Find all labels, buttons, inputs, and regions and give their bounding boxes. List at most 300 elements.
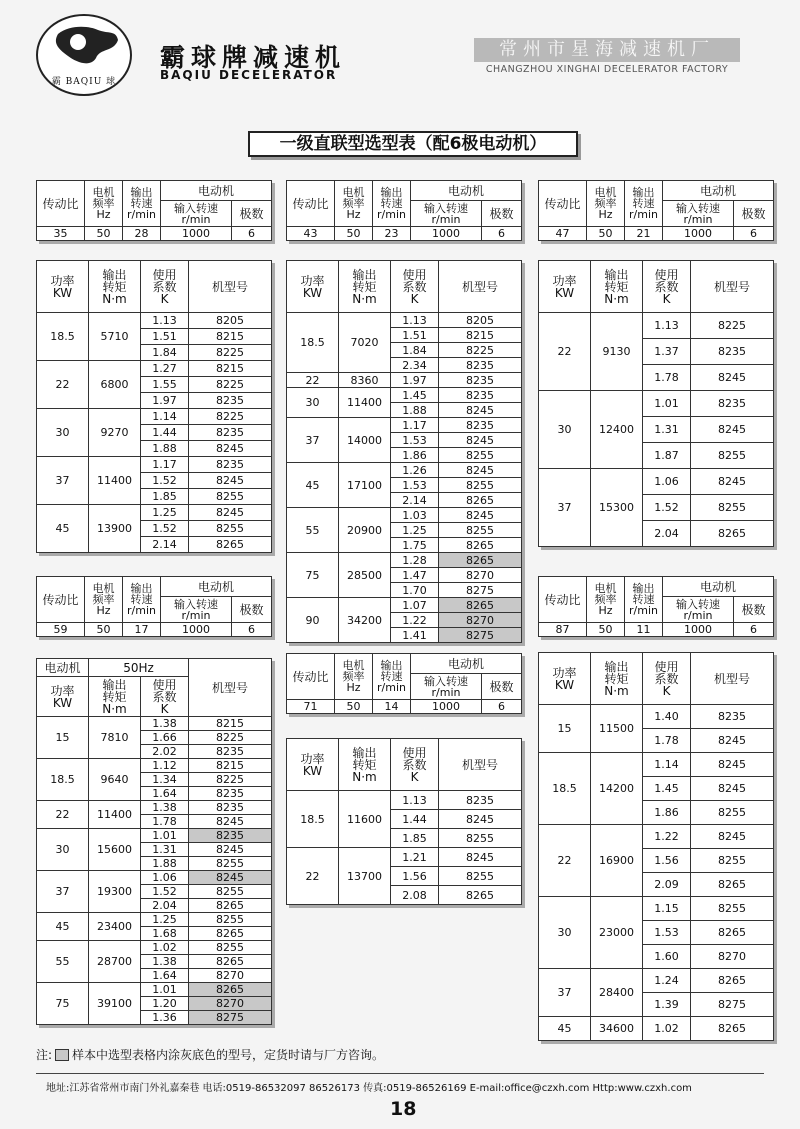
spec-poles-cell: 6 — [482, 227, 522, 241]
factor-cell: 2.14 — [391, 493, 439, 508]
model-cell: 8215 — [189, 329, 272, 345]
factor-cell: 1.47 — [391, 568, 439, 583]
torque-cell: 15300 — [591, 469, 643, 547]
spec-table-71 — [286, 653, 522, 714]
factor-cell: 1.12 — [141, 759, 189, 773]
factor-cell: 1.88 — [391, 403, 439, 418]
model-cell: 8215 — [189, 361, 272, 377]
ratio-header: 传动比 — [287, 181, 335, 227]
factor-cell: 1.97 — [391, 373, 439, 388]
model-cell: 8245 — [691, 417, 774, 443]
power-cell: 30 — [37, 829, 89, 871]
factor-cell: 1.24 — [643, 969, 691, 993]
motor-label: 电动机 — [37, 659, 89, 677]
spec-in_speed-cell: 1000 — [663, 227, 734, 241]
poles-header: 极数 — [734, 597, 774, 623]
power-cell: 37 — [539, 969, 591, 1017]
model-cell: 8245 — [691, 777, 774, 801]
power-header: 功率 KW — [287, 261, 339, 313]
model-cell: 8235 — [189, 425, 272, 441]
logo-text: 霸 BAQIU 球 — [51, 77, 117, 87]
factor-cell: 2.02 — [141, 745, 189, 759]
model-header: 机型号 — [439, 739, 522, 791]
model-cell: 8265 — [691, 1017, 774, 1041]
model-table — [36, 658, 272, 1025]
factor-cell: 1.14 — [141, 409, 189, 425]
torque-cell: 11600 — [339, 791, 391, 848]
model-cell: 8245 — [691, 825, 774, 849]
page-number: 18 — [390, 1098, 417, 1120]
ratio-header: 传动比 — [37, 577, 85, 623]
brand-name: 霸球牌减速机 — [160, 43, 347, 72]
model-cell: 8245 — [189, 441, 272, 457]
spec-freq-cell: 50 — [587, 227, 625, 241]
factor-cell: 1.25 — [141, 505, 189, 521]
factory-name-en: CHANGZHOU XINGHAI DECELERATOR FACTORY — [485, 64, 729, 75]
footer-divider — [36, 1073, 764, 1074]
power-cell: 55 — [37, 941, 89, 983]
torque-cell: 11400 — [89, 801, 141, 829]
factor-cell: 1.31 — [643, 417, 691, 443]
factor-cell: 1.88 — [141, 441, 189, 457]
model-cell: 8265 — [189, 955, 272, 969]
model-cell: 8225 — [189, 731, 272, 745]
freq-header: 电机 频率 Hz — [587, 181, 625, 227]
factor-header: 使用 系数 K — [643, 261, 691, 313]
motor-header: 电动机 — [663, 577, 774, 597]
table-row — [37, 759, 272, 773]
model-cell: 8255 — [691, 801, 774, 825]
factor-cell: 1.17 — [391, 418, 439, 433]
model-cell: 8205 — [439, 313, 522, 328]
table-row — [37, 409, 272, 425]
torque-cell: 34200 — [339, 598, 391, 643]
torque-header: 输出 转矩 N·m — [591, 261, 643, 313]
spec-in_speed-cell: 1000 — [161, 227, 232, 241]
freq-header: 电机 频率 Hz — [85, 577, 123, 623]
spec-poles-cell: 6 — [734, 227, 774, 241]
model-cell: 8255 — [439, 448, 522, 463]
model-cell: 8205 — [189, 313, 272, 329]
factor-cell: 1.01 — [643, 391, 691, 417]
factor-cell: 1.86 — [643, 801, 691, 825]
speed-header: 输出 转速 r/min — [123, 577, 161, 623]
model-cell: 8235 — [439, 418, 522, 433]
freq-header: 电机 频率 Hz — [335, 654, 373, 700]
factor-cell: 1.13 — [643, 313, 691, 339]
poles-header: 极数 — [232, 597, 272, 623]
model-cell: 8270 — [439, 613, 522, 628]
spec-poles-cell: 6 — [232, 227, 272, 241]
footnote — [36, 1046, 384, 1063]
model-header: 机型号 — [189, 659, 272, 717]
poles-header: 极数 — [734, 201, 774, 227]
factor-cell: 1.87 — [643, 443, 691, 469]
model-cell: 8265 — [189, 537, 272, 553]
factor-cell: 1.66 — [141, 731, 189, 745]
model-cell: 8245 — [439, 463, 522, 478]
table-row — [539, 1017, 774, 1041]
spec-speed-cell: 17 — [123, 623, 161, 637]
power-cell: 45 — [37, 505, 89, 553]
model-cell: 8245 — [439, 403, 522, 418]
model-cell: 8245 — [189, 815, 272, 829]
factor-cell: 1.25 — [141, 913, 189, 927]
factor-cell: 1.07 — [391, 598, 439, 613]
torque-cell: 11500 — [591, 705, 643, 753]
factor-cell: 1.60 — [643, 945, 691, 969]
spec-speed-cell: 23 — [373, 227, 411, 241]
power-cell: 22 — [539, 313, 591, 391]
spec-speed-cell: 11 — [625, 623, 663, 637]
model-table — [286, 738, 522, 905]
model-cell: 8235 — [439, 388, 522, 403]
power-cell: 15 — [539, 705, 591, 753]
factor-cell: 1.02 — [643, 1017, 691, 1041]
torque-cell: 12400 — [591, 391, 643, 469]
model-cell: 8255 — [189, 913, 272, 927]
poles-header: 极数 — [482, 201, 522, 227]
factor-cell: 1.78 — [643, 729, 691, 753]
table-row — [37, 983, 272, 997]
power-cell: 30 — [37, 409, 89, 457]
power-cell: 30 — [287, 388, 339, 418]
power-cell: 22 — [287, 373, 339, 388]
model-cell: 8265 — [439, 598, 522, 613]
model-header: 机型号 — [439, 261, 522, 313]
power-cell: 22 — [37, 361, 89, 409]
torque-cell: 7810 — [89, 717, 141, 759]
model-table — [286, 260, 522, 643]
model-table — [538, 652, 774, 1041]
model-cell: 8245 — [691, 365, 774, 391]
factor-cell: 1.64 — [141, 787, 189, 801]
spec-table-35 — [36, 180, 272, 241]
model-cell: 8255 — [189, 941, 272, 955]
spec-freq-cell: 50 — [587, 623, 625, 637]
power-cell: 22 — [539, 825, 591, 897]
model-cell: 8235 — [691, 339, 774, 365]
model-cell: 8265 — [439, 886, 522, 905]
factor-cell: 1.56 — [391, 867, 439, 886]
model-cell: 8255 — [691, 495, 774, 521]
factor-cell: 1.28 — [391, 553, 439, 568]
company-logo — [36, 14, 132, 96]
factor-cell: 1.56 — [643, 849, 691, 873]
model-cell: 8245 — [439, 810, 522, 829]
torque-header: 输出 转矩 N·m — [89, 677, 141, 717]
torque-header: 输出 转矩 N·m — [339, 261, 391, 313]
model-table — [538, 260, 774, 547]
factor-cell: 1.52 — [141, 473, 189, 489]
model-cell: 8225 — [691, 313, 774, 339]
factor-cell: 1.14 — [643, 753, 691, 777]
factor-cell: 1.26 — [391, 463, 439, 478]
ratio-header: 传动比 — [539, 181, 587, 227]
factor-cell: 1.97 — [141, 393, 189, 409]
torque-header: 输出 转矩 N·m — [339, 739, 391, 791]
power-cell: 18.5 — [37, 313, 89, 361]
model-cell: 8245 — [189, 505, 272, 521]
factor-cell: 1.45 — [391, 388, 439, 403]
model-cell: 8265 — [691, 521, 774, 547]
factor-cell: 1.39 — [643, 993, 691, 1017]
speed-header: 输出 转速 r/min — [123, 181, 161, 227]
model-cell: 8235 — [189, 801, 272, 815]
factor-cell: 1.52 — [141, 521, 189, 537]
spec-speed-cell: 21 — [625, 227, 663, 241]
model-cell: 8270 — [691, 945, 774, 969]
input-speed-header: 输入转速 r/min — [663, 597, 734, 623]
torque-cell: 23400 — [89, 913, 141, 941]
model-cell: 8265 — [691, 969, 774, 993]
factor-cell: 1.53 — [643, 921, 691, 945]
brand-name-en: BAQIU DECELERATOR — [160, 68, 338, 82]
input-speed-header: 输入转速 r/min — [161, 597, 232, 623]
model-cell: 8255 — [691, 443, 774, 469]
factory-name: 常州市星海减速机厂 — [474, 38, 740, 62]
model-cell: 8235 — [189, 457, 272, 473]
torque-cell: 9270 — [89, 409, 141, 457]
model-cell: 8245 — [439, 508, 522, 523]
freq-header: 电机 频率 Hz — [335, 181, 373, 227]
table-row — [37, 913, 272, 927]
model-cell: 8235 — [439, 358, 522, 373]
table-row — [287, 508, 522, 523]
freq-header: 电机 频率 Hz — [85, 181, 123, 227]
factor-cell: 1.84 — [391, 343, 439, 358]
factor-cell: 1.36 — [141, 1011, 189, 1025]
model-cell: 8275 — [691, 993, 774, 1017]
spec-freq-cell: 50 — [335, 227, 373, 241]
model-cell: 8225 — [439, 343, 522, 358]
factor-cell: 1.34 — [141, 773, 189, 787]
spec-table-59 — [36, 576, 272, 637]
factor-header: 使用 系数 K — [141, 677, 189, 717]
model-cell: 8275 — [189, 1011, 272, 1025]
spec-table-47 — [538, 180, 774, 241]
table-row — [37, 313, 272, 329]
gray-swatch — [55, 1049, 69, 1061]
power-header: 功率 KW — [539, 261, 591, 313]
model-cell: 8245 — [189, 473, 272, 489]
factor-cell: 1.21 — [391, 848, 439, 867]
spec-in_speed-cell: 1000 — [663, 623, 734, 637]
factor-cell: 1.38 — [141, 717, 189, 731]
power-cell: 45 — [37, 913, 89, 941]
spec-in_speed-cell: 1000 — [411, 700, 482, 714]
torque-cell: 13700 — [339, 848, 391, 905]
factor-cell: 1.13 — [391, 313, 439, 328]
factor-header: 使用 系数 K — [391, 739, 439, 791]
model-cell: 8245 — [439, 433, 522, 448]
model-cell: 8255 — [439, 523, 522, 538]
table-row — [539, 313, 774, 339]
model-cell: 8265 — [691, 921, 774, 945]
model-cell: 8245 — [439, 848, 522, 867]
model-cell: 8255 — [189, 521, 272, 537]
model-cell: 8235 — [189, 829, 272, 843]
table-row — [539, 825, 774, 849]
model-cell: 8245 — [691, 469, 774, 495]
table-row — [287, 848, 522, 867]
model-cell: 8265 — [439, 538, 522, 553]
factor-cell: 1.31 — [141, 843, 189, 857]
torque-header: 输出 转矩 N·m — [591, 653, 643, 705]
model-cell: 8245 — [691, 729, 774, 753]
input-speed-header: 输入转速 r/min — [663, 201, 734, 227]
model-cell: 8270 — [439, 568, 522, 583]
torque-cell: 34600 — [591, 1017, 643, 1041]
factor-cell: 1.15 — [643, 897, 691, 921]
torque-cell: 13900 — [89, 505, 141, 553]
spec-ratio-cell: 59 — [37, 623, 85, 637]
power-cell: 37 — [287, 418, 339, 463]
power-cell: 45 — [539, 1017, 591, 1041]
model-cell: 8255 — [691, 897, 774, 921]
factor-cell: 1.06 — [643, 469, 691, 495]
model-cell: 8225 — [189, 409, 272, 425]
speed-header: 输出 转速 r/min — [625, 181, 663, 227]
table-row — [37, 717, 272, 731]
torque-cell: 39100 — [89, 983, 141, 1025]
power-cell: 75 — [287, 553, 339, 598]
speed-header: 输出 转速 r/min — [373, 181, 411, 227]
power-header: 功率 KW — [37, 677, 89, 717]
factor-cell: 1.68 — [141, 927, 189, 941]
power-cell: 18.5 — [287, 791, 339, 848]
factor-cell: 2.09 — [643, 873, 691, 897]
motor-header: 电动机 — [161, 577, 272, 597]
spec-freq-cell: 50 — [85, 227, 123, 241]
factor-header: 使用 系数 K — [643, 653, 691, 705]
torque-cell: 28700 — [89, 941, 141, 983]
power-cell: 90 — [287, 598, 339, 643]
spec-freq-cell: 50 — [335, 700, 373, 714]
table-row — [539, 969, 774, 993]
model-cell: 8235 — [691, 391, 774, 417]
model-cell: 8255 — [439, 478, 522, 493]
spec-poles-cell: 6 — [232, 623, 272, 637]
factor-cell: 1.13 — [391, 791, 439, 810]
spec-poles-cell: 6 — [482, 700, 522, 714]
power-cell: 37 — [37, 457, 89, 505]
factor-cell: 1.38 — [141, 801, 189, 815]
table-row — [37, 871, 272, 885]
spec-poles-cell: 6 — [734, 623, 774, 637]
spec-freq-cell: 50 — [85, 623, 123, 637]
factor-cell: 2.04 — [141, 899, 189, 913]
factor-cell: 1.51 — [141, 329, 189, 345]
torque-cell: 17100 — [339, 463, 391, 508]
model-cell: 8255 — [439, 829, 522, 848]
table-row — [287, 553, 522, 568]
model-header: 机型号 — [691, 653, 774, 705]
model-cell: 8235 — [189, 787, 272, 801]
factor-cell: 2.34 — [391, 358, 439, 373]
factor-cell: 1.51 — [391, 328, 439, 343]
spec-ratio-cell: 71 — [287, 700, 335, 714]
table-row — [287, 388, 522, 403]
spec-ratio-cell: 47 — [539, 227, 587, 241]
freq-label: 50Hz — [89, 659, 189, 677]
factor-cell: 1.41 — [391, 628, 439, 643]
poles-header: 极数 — [232, 201, 272, 227]
factor-header: 使用 系数 K — [141, 261, 189, 313]
factor-cell: 1.01 — [141, 983, 189, 997]
model-cell: 8265 — [691, 873, 774, 897]
factor-cell: 1.85 — [141, 489, 189, 505]
freq-header: 电机 频率 Hz — [587, 577, 625, 623]
factor-cell: 1.06 — [141, 871, 189, 885]
torque-cell: 23000 — [591, 897, 643, 969]
model-cell: 8265 — [439, 553, 522, 568]
model-cell: 8255 — [189, 885, 272, 899]
factor-cell: 1.44 — [141, 425, 189, 441]
factor-cell: 1.52 — [643, 495, 691, 521]
table-row — [539, 469, 774, 495]
factor-cell: 1.53 — [391, 433, 439, 448]
model-cell: 8235 — [189, 393, 272, 409]
spec-ratio-cell: 35 — [37, 227, 85, 241]
input-speed-header: 输入转速 r/min — [161, 201, 232, 227]
factor-header: 使用 系数 K — [391, 261, 439, 313]
power-cell: 30 — [539, 391, 591, 469]
ratio-header: 传动比 — [287, 654, 335, 700]
model-cell: 8245 — [691, 753, 774, 777]
table-row — [287, 598, 522, 613]
factor-cell: 1.85 — [391, 829, 439, 848]
power-cell: 45 — [287, 463, 339, 508]
model-cell: 8270 — [189, 997, 272, 1011]
factor-cell: 1.55 — [141, 377, 189, 393]
model-cell: 8215 — [439, 328, 522, 343]
table-row — [539, 705, 774, 729]
factor-cell: 1.88 — [141, 857, 189, 871]
model-cell: 8275 — [439, 628, 522, 643]
input-speed-header: 输入转速 r/min — [411, 674, 482, 700]
note-text: 样本中选型表格内涂灰底色的型号，定货时请与厂方咨询。 — [72, 1048, 385, 1062]
spec-in_speed-cell: 1000 — [411, 227, 482, 241]
factor-cell: 1.78 — [141, 815, 189, 829]
model-cell: 8255 — [439, 867, 522, 886]
power-cell: 30 — [539, 897, 591, 969]
torque-cell: 14200 — [591, 753, 643, 825]
power-cell: 22 — [37, 801, 89, 829]
factor-cell: 1.25 — [391, 523, 439, 538]
ratio-header: 传动比 — [37, 181, 85, 227]
factor-cell: 1.01 — [141, 829, 189, 843]
table-row — [37, 505, 272, 521]
table-row — [37, 457, 272, 473]
model-cell: 8270 — [189, 969, 272, 983]
model-cell: 8225 — [189, 345, 272, 361]
torque-cell: 20900 — [339, 508, 391, 553]
factor-cell: 1.44 — [391, 810, 439, 829]
factor-cell: 1.64 — [141, 969, 189, 983]
power-header: 功率 KW — [539, 653, 591, 705]
torque-cell: 9130 — [591, 313, 643, 391]
model-cell: 8265 — [189, 983, 272, 997]
power-cell: 55 — [287, 508, 339, 553]
table-row — [37, 801, 272, 815]
torque-cell: 14000 — [339, 418, 391, 463]
table-row — [287, 791, 522, 810]
model-cell: 8225 — [189, 377, 272, 393]
power-cell: 37 — [539, 469, 591, 547]
factor-cell: 1.22 — [643, 825, 691, 849]
factor-cell: 1.13 — [141, 313, 189, 329]
